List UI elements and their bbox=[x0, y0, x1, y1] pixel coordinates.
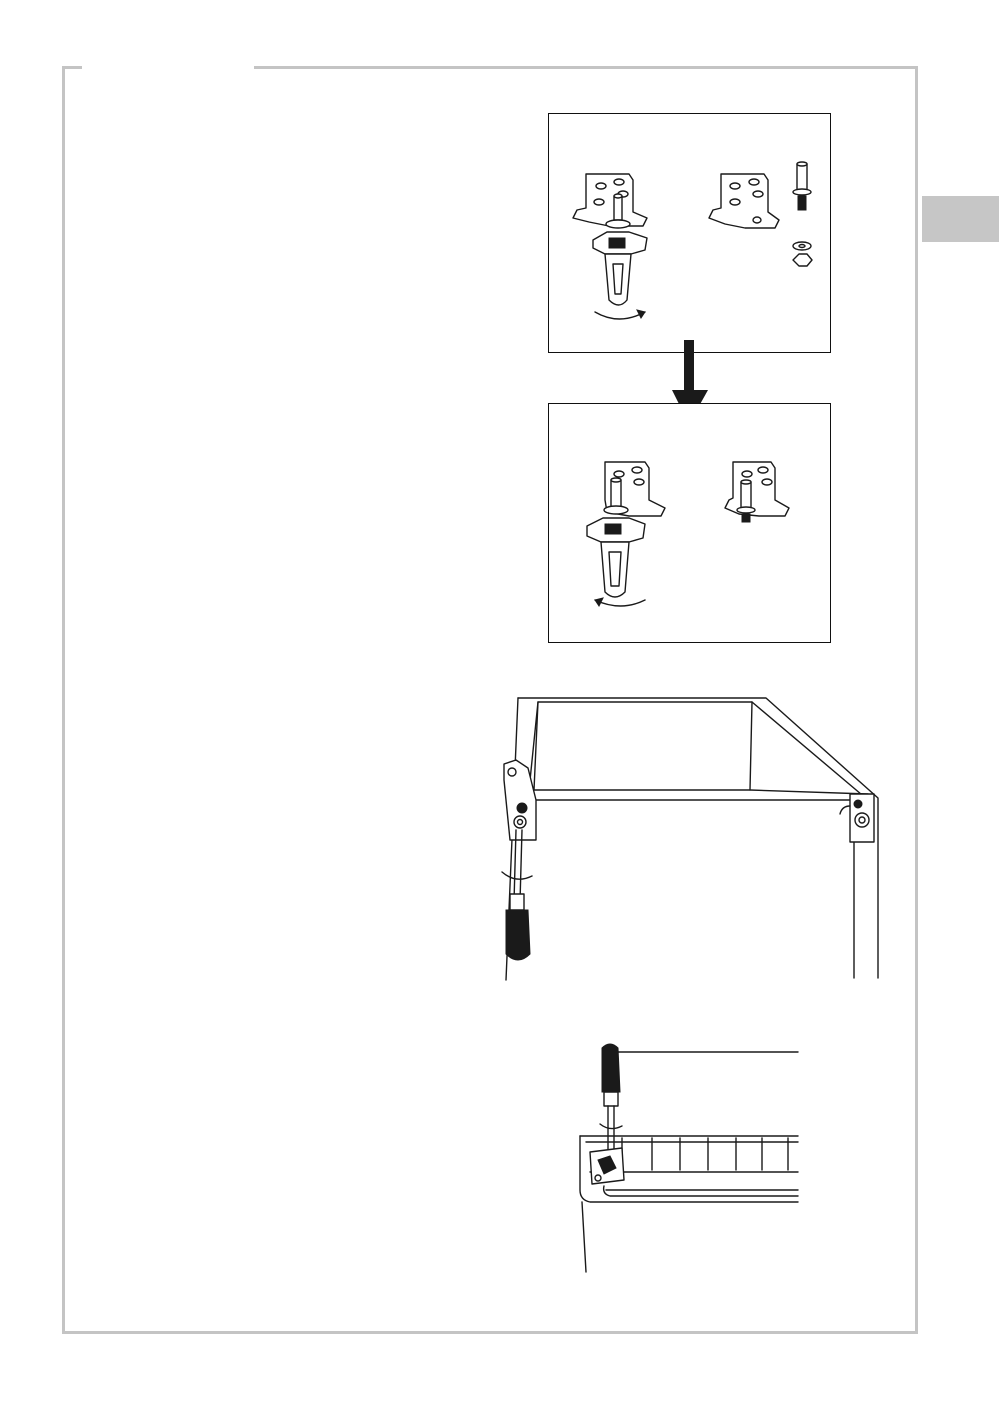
door-bottom-hinge-screwdriver-illustration bbox=[576, 1040, 806, 1275]
hinge-pin-installation-illustration bbox=[549, 404, 832, 644]
section-tab bbox=[922, 196, 999, 242]
cabinet-top-hinge-screwdriver-illustration bbox=[496, 690, 886, 982]
hinge-pin-removal-figure bbox=[548, 113, 831, 353]
hinge-pin-installation-figure bbox=[548, 403, 831, 643]
header-gap bbox=[82, 60, 254, 74]
hinge-pin-removal-illustration bbox=[549, 114, 832, 354]
